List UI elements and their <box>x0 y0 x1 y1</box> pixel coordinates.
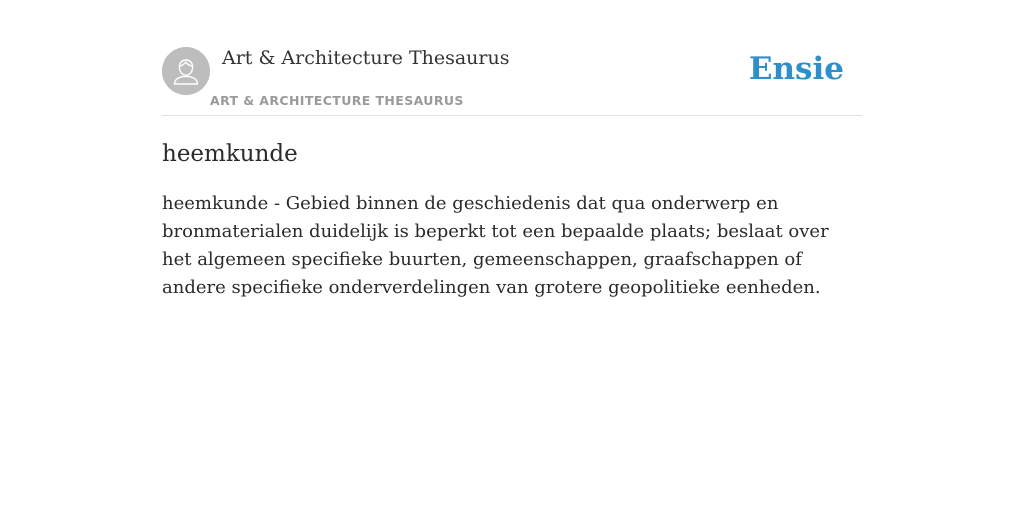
user-avatar-icon[interactable] <box>162 47 210 95</box>
source-subtitle[interactable]: ART & ARCHITECTURE THESAURUS <box>210 93 464 108</box>
source-title[interactable]: Art & Architecture Thesaurus <box>222 47 510 69</box>
entry-header <box>162 0 862 116</box>
entry-content <box>162 138 862 302</box>
ensie-logo-link[interactable]: Ensie <box>748 51 844 87</box>
entry-term: heemkunde <box>162 141 298 167</box>
entry-definition: heemkunde - Gebied binnen de geschiedenis dat qua onderwerp en bronmaterialen duidelijk is beperkt tot een bepaalde plaats; beslaat over het algemeen specifieke buurten, gemeenschappen, graafschappen of andere specifieke onderverdelingen van grotere geopolitieke eenheden. <box>162 193 829 298</box>
